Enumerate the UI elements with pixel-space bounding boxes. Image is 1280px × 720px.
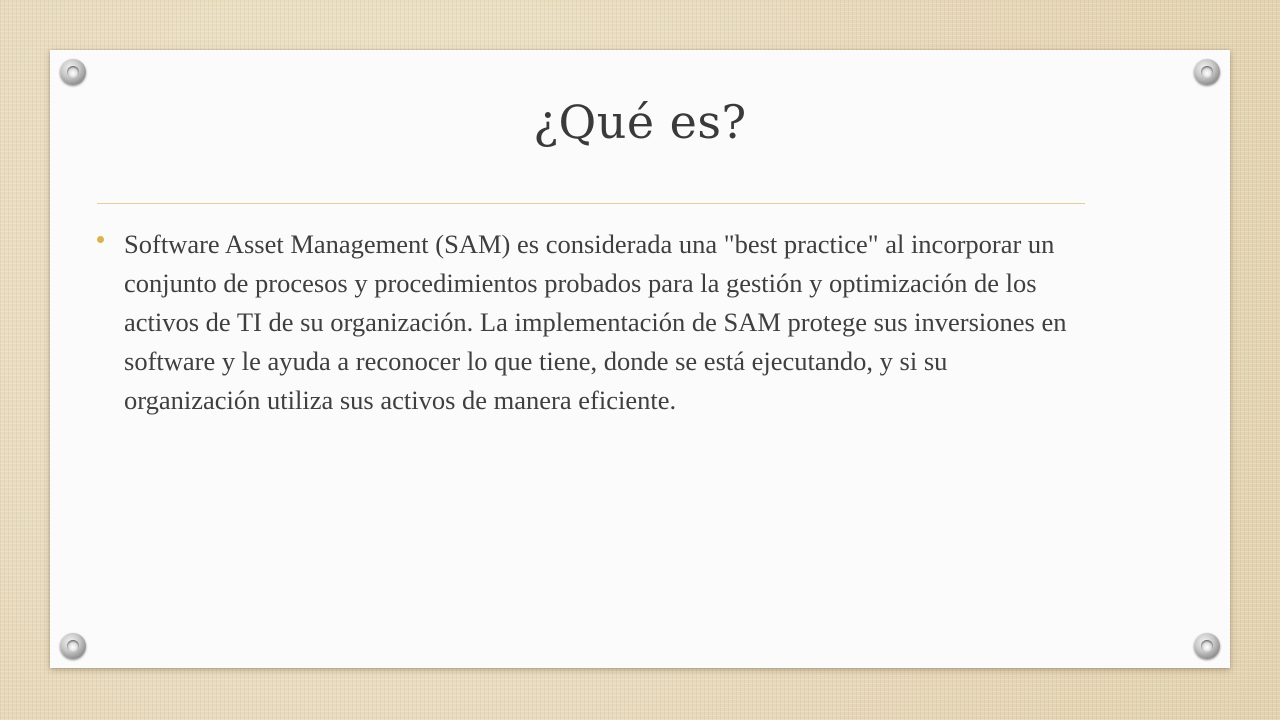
bullet-text: Software Asset Management (SAM) es considerada una "best practice" al incorporar un conjunto de procesos y procedimientos probados para la gestión y optimización de los activos de TI de su organización. La implementación de SAM protege sus inversiones en software y le ayuda a reconocer lo que tiene, donde se está ejecutando, y si su organización utiliza sus activos de manera eficiente. <box>124 229 1067 415</box>
grommet-icon <box>1194 633 1220 659</box>
bullet-dot-icon <box>97 236 104 243</box>
grommet-icon <box>60 59 86 85</box>
bullet-item <box>97 225 1087 420</box>
title-divider <box>97 203 1085 204</box>
grommet-icon <box>1194 59 1220 85</box>
grommet-icon <box>60 633 86 659</box>
slide-title: ¿Qué es? <box>533 95 747 149</box>
